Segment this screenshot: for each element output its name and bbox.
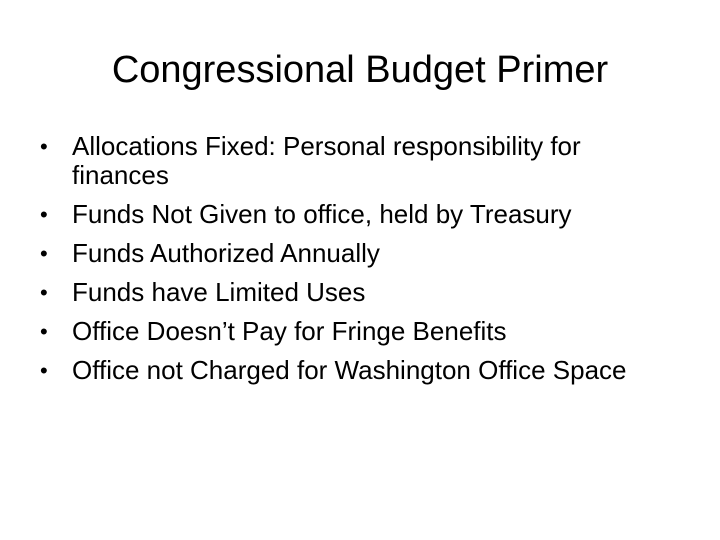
bullet-list [36, 132, 676, 395]
bullet-item [36, 356, 676, 385]
bullet-text: Office not Charged for Washington Office Space [72, 355, 627, 385]
bullet-icon: • [40, 202, 48, 227]
bullet-item [36, 132, 676, 190]
bullet-icon: • [40, 280, 48, 305]
bullet-text: Funds Not Given to office, held by Treasury [72, 199, 572, 229]
slide-title: Congressional Budget Primer [111, 49, 609, 91]
bullet-icon: • [40, 241, 48, 266]
bullet-text: Funds have Limited Uses [72, 277, 366, 307]
bullet-item [36, 200, 676, 229]
bullet-item [36, 278, 676, 307]
bullet-icon: • [40, 134, 48, 159]
bullet-item [36, 239, 676, 268]
bullet-icon: • [40, 358, 48, 383]
bullet-icon: • [40, 319, 48, 344]
bullet-text: Allocations Fixed: Personal responsibility for finances [72, 131, 581, 190]
bullet-text: Office Doesn’t Pay for Fringe Benefits [72, 316, 507, 346]
bullet-item [36, 317, 676, 346]
bullet-text: Funds Authorized Annually [72, 238, 380, 268]
